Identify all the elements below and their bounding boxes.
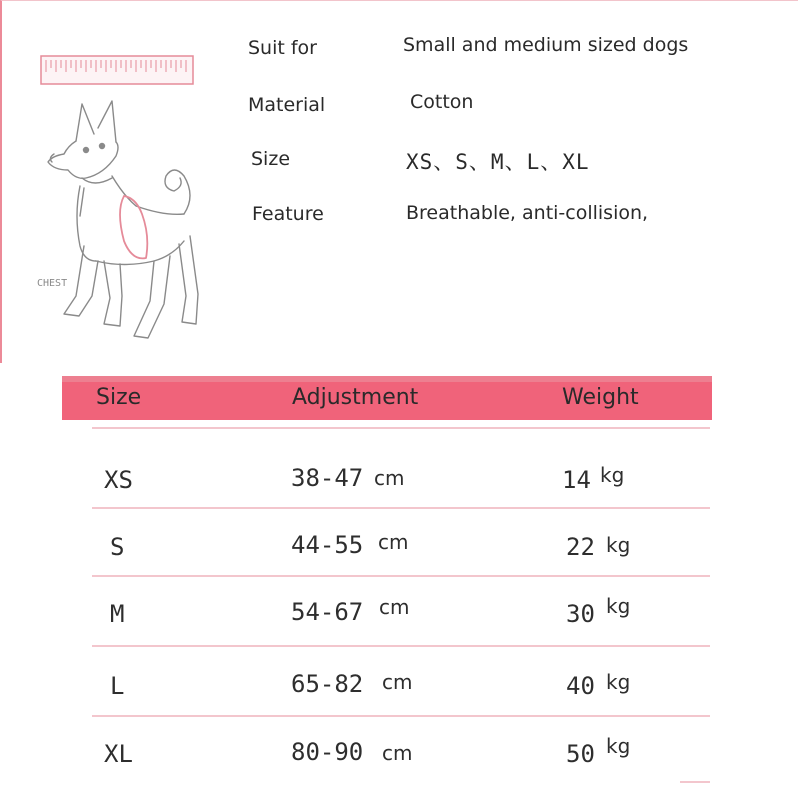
header-size: Size <box>96 385 142 410</box>
table-divider <box>92 427 710 429</box>
cell-weight: 30 <box>566 600 595 628</box>
spec-label-material: Material <box>248 94 326 116</box>
table-divider <box>92 575 710 577</box>
cell-weight: 50 <box>566 740 595 768</box>
dog-sketch-icon <box>48 101 198 338</box>
header-weight: Weight <box>562 385 639 410</box>
cell-adjustment: 54-67 <box>291 598 364 626</box>
cell-adjustment-unit: cm <box>382 670 413 694</box>
spec-label-size: Size <box>251 148 291 170</box>
spec-value-size: XS、S、M、L、XL <box>406 150 590 174</box>
cell-adjustment: 44-55 <box>291 531 364 559</box>
table-divider <box>92 645 710 647</box>
cell-size: XL <box>104 740 133 768</box>
cell-size: M <box>110 600 125 628</box>
cell-adjustment-unit: cm <box>374 466 405 490</box>
spec-label-suit-for: Suit for <box>248 37 317 59</box>
cell-size: XS <box>104 466 133 494</box>
cell-weight-unit: kg <box>600 463 625 487</box>
cell-weight: 40 <box>566 672 595 700</box>
chest-label: CHEST <box>37 278 68 289</box>
header-adjustment: Adjustment <box>292 385 419 410</box>
table-divider <box>92 507 710 509</box>
spec-value-suit-for: Small and medium sized dogs <box>403 34 689 56</box>
header-top-band <box>62 376 712 382</box>
spec-value-feature: Breathable, anti-collision, <box>406 202 649 224</box>
cell-weight: 14 <box>562 466 591 494</box>
spec-value-material: Cotton <box>410 91 474 113</box>
cell-weight-unit: kg <box>606 670 631 694</box>
cell-weight: 22 <box>566 533 595 561</box>
cell-weight-unit: kg <box>606 533 631 557</box>
spec-label-feature: Feature <box>252 203 324 225</box>
table-divider <box>92 715 710 717</box>
cell-weight-unit: kg <box>606 734 631 758</box>
cell-size: S <box>110 533 125 561</box>
table-header <box>62 376 712 420</box>
cell-adjustment: 65-82 <box>291 670 364 698</box>
cell-adjustment: 38-47 <box>291 464 364 492</box>
product-info-panel <box>0 0 798 363</box>
cell-weight-unit: kg <box>606 594 631 618</box>
cell-adjustment-unit: cm <box>382 741 413 765</box>
table-divider <box>680 781 710 783</box>
cell-adjustment: 80-90 <box>291 738 364 766</box>
cell-adjustment-unit: cm <box>379 595 410 619</box>
cell-size: L <box>110 672 125 700</box>
ruler-icon <box>41 56 193 84</box>
dog-measurement-illustration <box>24 46 214 361</box>
cell-adjustment-unit: cm <box>378 530 409 554</box>
